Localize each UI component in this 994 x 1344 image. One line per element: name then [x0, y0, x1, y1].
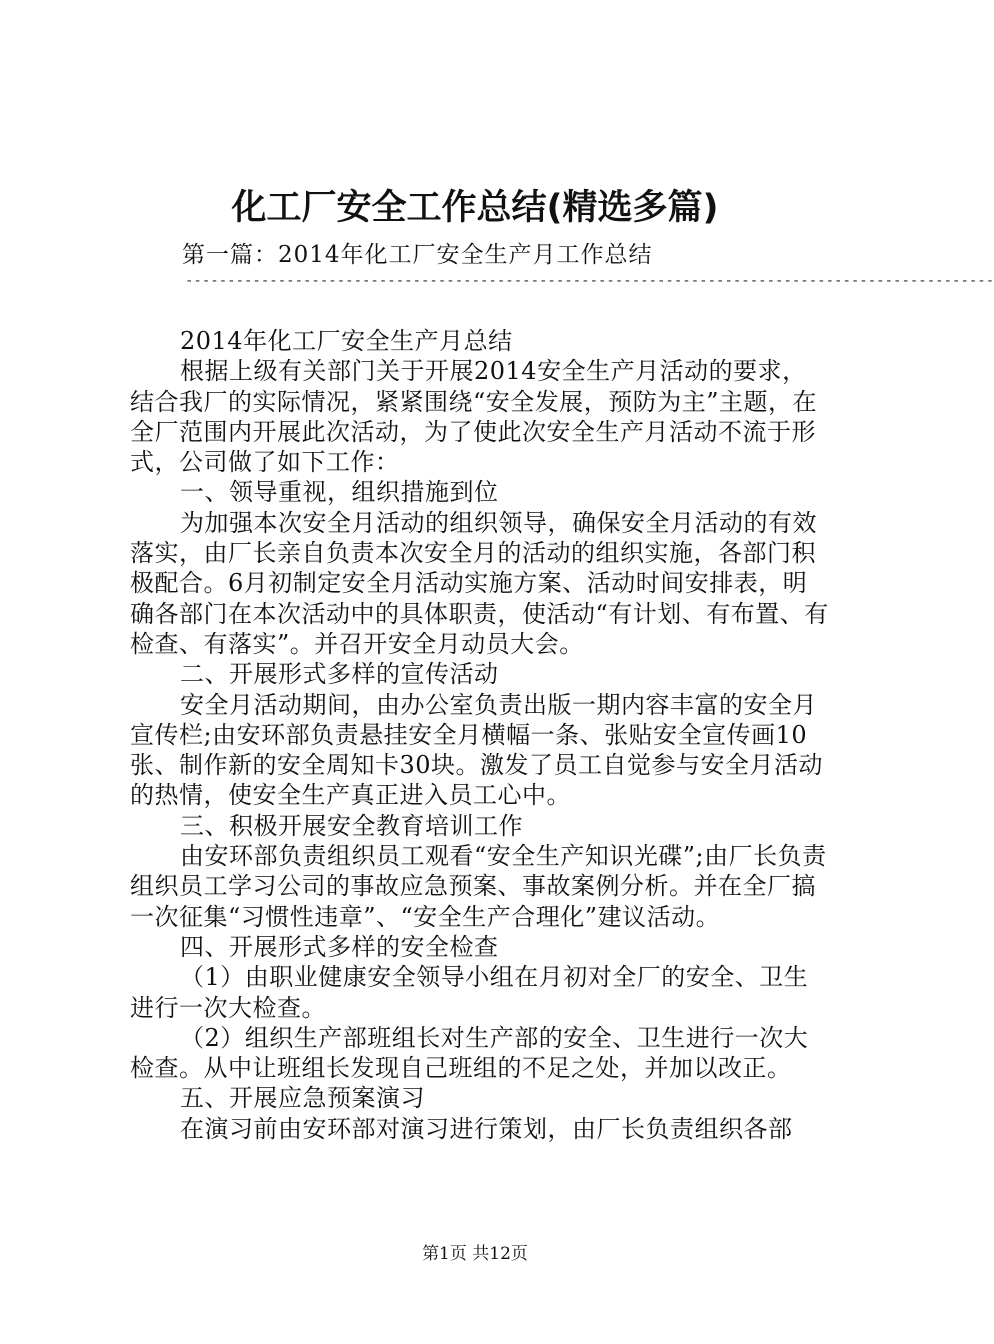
- section-heading: 二、开展形式多样的宣传活动: [180, 660, 499, 689]
- section-heading: 一、领导重视，组织措施到位: [180, 478, 499, 507]
- section-heading: 四、开展形式多样的安全检查: [180, 932, 499, 961]
- paragraph: （1）由职业健康安全领导小组在月初对全厂的安全、卫生进行一次大检查。: [130, 963, 809, 1022]
- paragraph: 在演习前由安环部对演习进行策划，由厂长负责组织各部: [180, 1114, 793, 1143]
- paragraph: 安全月活动期间，由办公室负责出版一期内容丰富的安全月宣传栏;由安环部负责悬挂安全月横幅一条、张贴安全宣传画10张、制作新的安全周知卡30块。激发了员工自觉参与安全月活动的热情，使安全生产真正进入员工心中。: [130, 690, 824, 810]
- paragraph: 根据上级有关部门关于开展2014安全生产月活动的要求，结合我厂的实际情况，紧紧围绕“安全发展，预防为主”主题，在全厂范围内开展此次活动，为了使此次安全生产月活动不流于形式，公司做了如下工作：: [130, 357, 818, 477]
- page-footer: 第1页 共12页: [422, 1244, 528, 1264]
- section-heading: 三、积极开展安全教育培训工作: [180, 811, 523, 840]
- paragraph: 为加强本次安全月活动的组织领导，确保安全月活动的有效落实，由厂长亲自负责本次安全月的活动的组织实施，各部门积极配合。6月初制定安全月活动实施方案、活动时间安排表，明确各部门在本次活动中的具体职责，使活动“有计划、有布置、有检查、有落实”。并召开安全月动员大会。: [130, 508, 829, 658]
- paragraph-heading: 2014年化工厂安全生产月总结: [180, 327, 513, 355]
- paragraph: （2）组织生产部班组长对生产部的安全、卫生进行一次大检查。从中让班组长发现自己班组的不足之处，并加以改正。: [130, 1023, 809, 1083]
- document-body: [130, 326, 830, 1144]
- document-title: 化工厂安全工作总结(精选多篇): [231, 188, 719, 228]
- section-heading: 五、开展应急预案演习: [180, 1084, 425, 1113]
- document-subtitle: 第一篇：2014年化工厂安全生产月工作总结: [182, 242, 653, 268]
- separator-line: ------------------------------------------------------------------------------------------------: [185, 273, 994, 289]
- paragraph: 由安环部负责组织员工观看“安全生产知识光碟”;由厂长负责组织员工学习公司的事故应急预案、事故案例分析。并在全厂搞一次征集“习惯性违章”、“安全生产合理化”建议活动。: [130, 842, 827, 931]
